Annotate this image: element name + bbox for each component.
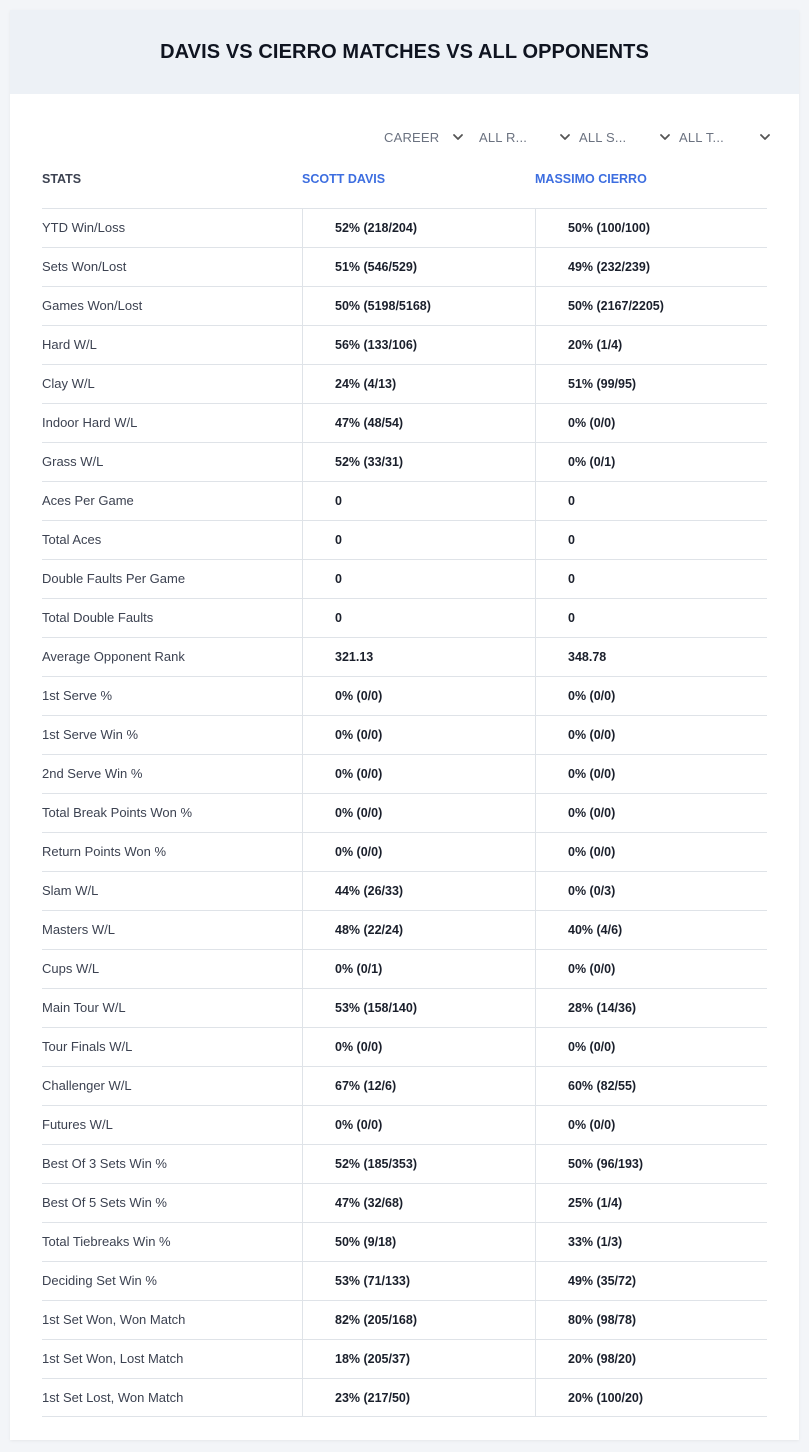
table-row xyxy=(42,637,767,676)
table-row xyxy=(42,208,767,247)
stat-label: Main Tour W/L xyxy=(42,1000,126,1015)
player2-stat-value: 50% (96/193) xyxy=(535,1145,767,1183)
stat-label: Return Points Won % xyxy=(42,844,167,859)
stat-label: Aces Per Game xyxy=(42,493,134,508)
player2-column-header[interactable]: MASSIMO CIERRO xyxy=(535,172,647,186)
table-row xyxy=(42,754,767,793)
player1-stat-value: 0% (0/1) xyxy=(302,950,535,988)
stat-label: 1st Serve % xyxy=(42,688,113,703)
filter-bar xyxy=(10,127,799,147)
page-title: DAVIS VS CIERRO MATCHES VS ALL OPPONENTS xyxy=(160,40,649,63)
player1-stat-value: 24% (4/13) xyxy=(302,365,535,403)
table-row xyxy=(42,1261,767,1300)
player1-stat-value: 52% (33/31) xyxy=(302,443,535,481)
table-row xyxy=(42,949,767,988)
table-row xyxy=(42,598,767,637)
player1-stat-value: 53% (71/133) xyxy=(302,1262,535,1300)
player1-stat-value: 23% (217/50) xyxy=(302,1379,535,1417)
player2-stat-value: 0% (0/0) xyxy=(535,716,767,754)
stat-label: Average Opponent Rank xyxy=(42,649,185,664)
player1-stat-value: 18% (205/37) xyxy=(302,1340,535,1378)
filter-surface-label: ALL S... xyxy=(579,129,627,145)
stat-label: Masters W/L xyxy=(42,922,115,937)
stat-label: Slam W/L xyxy=(42,883,99,898)
filter-surface-select[interactable] xyxy=(579,127,666,147)
table-row xyxy=(42,676,767,715)
stat-label: Futures W/L xyxy=(42,1117,113,1132)
player1-stat-value: 50% (9/18) xyxy=(302,1223,535,1261)
stat-label: Tour Finals W/L xyxy=(42,1039,133,1054)
player1-stat-value: 47% (48/54) xyxy=(302,404,535,442)
player2-stat-value: 60% (82/55) xyxy=(535,1067,767,1105)
player2-stat-value: 348.78 xyxy=(535,638,767,676)
player1-stat-value: 44% (26/33) xyxy=(302,872,535,910)
player2-stat-value: 0% (0/0) xyxy=(535,1028,767,1066)
player1-stat-value: 0% (0/0) xyxy=(302,716,535,754)
table-row xyxy=(42,1144,767,1183)
stat-label: Clay W/L xyxy=(42,376,95,391)
stat-label: Games Won/Lost xyxy=(42,298,143,313)
stat-label: Total Aces xyxy=(42,532,102,547)
stat-label: Cups W/L xyxy=(42,961,100,976)
player2-stat-value: 33% (1/3) xyxy=(535,1223,767,1261)
table-row xyxy=(42,442,767,481)
player2-stat-value: 25% (1/4) xyxy=(535,1184,767,1222)
table-row xyxy=(42,247,767,286)
table-row xyxy=(42,481,767,520)
player2-stat-value: 51% (99/95) xyxy=(535,365,767,403)
table-row xyxy=(42,871,767,910)
table-row xyxy=(42,364,767,403)
chevron-down-icon xyxy=(452,131,464,143)
stats-table xyxy=(42,208,767,1417)
player2-stat-value: 20% (1/4) xyxy=(535,326,767,364)
table-row xyxy=(42,988,767,1027)
chevron-down-icon xyxy=(559,131,571,143)
stat-label: 2nd Serve Win % xyxy=(42,766,143,781)
stat-label: Total Break Points Won % xyxy=(42,805,193,820)
player2-stat-value: 0 xyxy=(535,521,767,559)
player2-stat-value: 0 xyxy=(535,599,767,637)
player2-stat-value: 20% (98/20) xyxy=(535,1340,767,1378)
card-header xyxy=(10,10,799,94)
table-row xyxy=(42,1027,767,1066)
player2-stat-value: 0% (0/1) xyxy=(535,443,767,481)
stat-label: Best Of 3 Sets Win % xyxy=(42,1156,167,1171)
filter-round-label: ALL R... xyxy=(479,129,528,145)
table-row xyxy=(42,559,767,598)
player2-stat-value: 50% (100/100) xyxy=(535,209,767,247)
player2-stat-value: 50% (2167/2205) xyxy=(535,287,767,325)
table-row xyxy=(42,715,767,754)
player1-stat-value: 0 xyxy=(302,599,535,637)
player1-stat-value: 82% (205/168) xyxy=(302,1301,535,1339)
stat-label: Total Tiebreaks Win % xyxy=(42,1234,171,1249)
player1-stat-value: 52% (185/353) xyxy=(302,1145,535,1183)
player1-column-header[interactable]: SCOTT DAVIS xyxy=(302,172,386,186)
player2-stat-value: 0% (0/0) xyxy=(535,1106,767,1144)
stat-label: Grass W/L xyxy=(42,454,104,469)
player1-stat-value: 0% (0/0) xyxy=(302,794,535,832)
player1-stat-value: 0% (0/0) xyxy=(302,1106,535,1144)
table-row xyxy=(42,1378,767,1417)
player2-stat-value: 20% (100/20) xyxy=(535,1379,767,1417)
player1-stat-value: 52% (218/204) xyxy=(302,209,535,247)
player1-stat-value: 67% (12/6) xyxy=(302,1067,535,1105)
player1-stat-value: 56% (133/106) xyxy=(302,326,535,364)
player1-stat-value: 53% (158/140) xyxy=(302,989,535,1027)
player1-stat-value: 0% (0/0) xyxy=(302,1028,535,1066)
stat-label: 1st Set Lost, Won Match xyxy=(42,1390,184,1405)
table-row xyxy=(42,286,767,325)
table-row xyxy=(42,1300,767,1339)
filter-period-select[interactable] xyxy=(384,127,464,147)
player1-stat-value: 50% (5198/5168) xyxy=(302,287,535,325)
player2-stat-value: 0% (0/0) xyxy=(535,833,767,871)
player2-stat-value: 0% (0/0) xyxy=(535,404,767,442)
filter-period-label: CAREER xyxy=(384,129,440,145)
player1-stat-value: 321.13 xyxy=(302,638,535,676)
stat-label: YTD Win/Loss xyxy=(42,220,126,235)
player2-stat-value: 28% (14/36) xyxy=(535,989,767,1027)
player1-stat-value: 0% (0/0) xyxy=(302,677,535,715)
stat-label: Deciding Set Win % xyxy=(42,1273,157,1288)
table-row xyxy=(42,1066,767,1105)
player2-stat-value: 49% (35/72) xyxy=(535,1262,767,1300)
table-row xyxy=(42,520,767,559)
table-row xyxy=(42,325,767,364)
stats-column-header: STATS xyxy=(42,172,82,186)
player2-stat-value: 0 xyxy=(535,482,767,520)
player2-stat-value: 80% (98/78) xyxy=(535,1301,767,1339)
player1-stat-value: 0 xyxy=(302,482,535,520)
stat-label: 1st Set Won, Won Match xyxy=(42,1312,186,1327)
filter-round-select[interactable] xyxy=(479,127,566,147)
filter-tournament-select[interactable] xyxy=(679,127,766,147)
table-row xyxy=(42,1183,767,1222)
stat-label: Sets Won/Lost xyxy=(42,259,127,274)
player2-stat-value: 40% (4/6) xyxy=(535,911,767,949)
player2-stat-value: 0% (0/0) xyxy=(535,794,767,832)
player1-stat-value: 0 xyxy=(302,560,535,598)
table-row xyxy=(42,910,767,949)
player2-stat-value: 49% (232/239) xyxy=(535,248,767,286)
player2-stat-value: 0% (0/0) xyxy=(535,755,767,793)
stat-label: 1st Serve Win % xyxy=(42,727,139,742)
table-row xyxy=(42,832,767,871)
stat-label: Indoor Hard W/L xyxy=(42,415,138,430)
player2-stat-value: 0% (0/0) xyxy=(535,950,767,988)
player2-stat-value: 0 xyxy=(535,560,767,598)
chevron-down-icon xyxy=(759,131,771,143)
player1-stat-value: 48% (22/24) xyxy=(302,911,535,949)
stat-label: Total Double Faults xyxy=(42,610,154,625)
player1-stat-value: 0 xyxy=(302,521,535,559)
stat-label: 1st Set Won, Lost Match xyxy=(42,1351,184,1366)
stat-label: Challenger W/L xyxy=(42,1078,132,1093)
table-row xyxy=(42,1222,767,1261)
table-row xyxy=(42,1105,767,1144)
chevron-down-icon xyxy=(659,131,671,143)
filter-tournament-label: ALL T... xyxy=(679,129,724,145)
player1-stat-value: 0% (0/0) xyxy=(302,833,535,871)
stat-label: Double Faults Per Game xyxy=(42,571,186,586)
player1-stat-value: 47% (32/68) xyxy=(302,1184,535,1222)
player1-stat-value: 51% (546/529) xyxy=(302,248,535,286)
stat-label: Best Of 5 Sets Win % xyxy=(42,1195,167,1210)
stats-card xyxy=(10,10,799,1440)
player1-stat-value: 0% (0/0) xyxy=(302,755,535,793)
table-row xyxy=(42,793,767,832)
player2-stat-value: 0% (0/3) xyxy=(535,872,767,910)
player2-stat-value: 0% (0/0) xyxy=(535,677,767,715)
stat-label: Hard W/L xyxy=(42,337,97,352)
table-row xyxy=(42,403,767,442)
table-row xyxy=(42,1339,767,1378)
